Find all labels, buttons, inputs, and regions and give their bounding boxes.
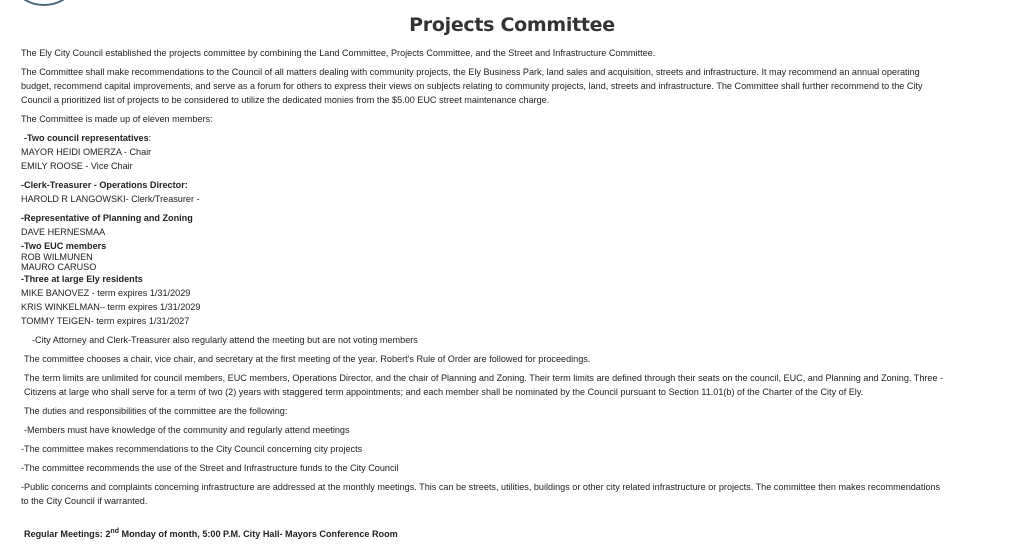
duty-item-4: [21, 480, 1006, 508]
attorney-note: [21, 333, 1006, 347]
membership-intro: [21, 112, 1006, 126]
council-member-2: EMILY ROOSE - Vice Chair: [21, 161, 133, 171]
planning-member-1: DAVE HERNESMAA: [21, 227, 106, 237]
duties-intro: [21, 404, 1006, 418]
intro-paragraph-2-line-2: budget, recommend capital improvements, and serve as a forum for others to express their views on subjects relating to community projects, land, streets and infrastructure. The Committee shall further recommend to the City: [21, 81, 923, 91]
planning-group-label: -Representative of Planning and Zoning: [21, 213, 193, 223]
duty-item-4-line-1: -Public concerns and complaints concerning infrastructure are addressed at the monthly meetings. This can be streets, utilities, buildings or other city related infrastructure or projects. The committee then makes recommendations: [21, 482, 941, 492]
regular-meetings: [24, 529, 398, 539]
council-representatives-group: [21, 131, 1006, 173]
residents-group-label: -Three at large Ely residents: [21, 274, 143, 284]
duty-item-2-text: -The committee makes recommendations to the City Council concerning city projects: [21, 444, 363, 454]
term-limits-note: [21, 371, 1006, 399]
duty-item-3-text: -The committee recommends the use of the Street and Infrastructure funds to the City Council: [21, 463, 399, 473]
council-member-1: MAYOR HEIDI OMERZA - Chair: [21, 147, 152, 157]
euc-members-group: [21, 239, 1006, 272]
duty-item-2: [21, 442, 1006, 456]
term-limits-line-1: The term limits are unlimited for council members, EUC members, Operations Director, and the chair of Planning and Zoning. Their term limits are defined through their seats on the council, EUC, and Planning and Zoning. Three -: [24, 373, 944, 383]
city-logo-partial: [6, 0, 82, 6]
resident-member-3: TOMMY TEIGEN- term expires 1/31/2027: [21, 316, 190, 326]
clerk-treasurer-group: [21, 178, 1006, 206]
meetings-ordinal-suffix: nd: [110, 527, 119, 535]
duty-item-4-line-2: to the City Council if warranted.: [21, 496, 148, 506]
page-title: Projects Committee: [409, 14, 615, 36]
duty-item-1-text: -Members must have knowledge of the community and regularly attend meetings: [24, 425, 350, 435]
euc-member-2: MAURO CARUSO: [21, 261, 97, 272]
council-group-label: -Two council representatives: [24, 133, 149, 143]
meetings-details: Monday of month, 5:00 P.M. City Hall- Mayors Conference Room: [118, 529, 398, 539]
resident-member-1: MIKE BANOVEZ - term expires 1/31/2029: [21, 288, 191, 298]
intro-paragraph-1-text: The Ely City Council established the projects committee by combining the Land Committee, Projects Committee, and the Street and Infrastructure Committee.: [21, 48, 656, 58]
clerk-group-label: -Clerk-Treasurer - Operations Director:: [21, 180, 188, 190]
clerk-member-1: HAROLD R LANGOWSKI- Clerk/Treasurer -: [21, 194, 200, 204]
officers-note-text: The committee chooses a chair, vice chair, and secretary at the first meeting of the year. Robert's Rule of Order are followed for proceedings.: [24, 354, 591, 364]
intro-paragraph-2: [21, 65, 1006, 107]
duty-item-3: [21, 461, 1006, 475]
duties-intro-text: The duties and responsibilities of the committee are the following:: [24, 406, 288, 416]
residents-group: [21, 272, 1006, 328]
euc-group-label: -Two EUC members: [21, 241, 107, 251]
intro-paragraph-2-line-1: The Committee shall make recommendations to the Council of all matters dealing with community projects, the Ely Business Park, land sales and acquisition, streets and infrastructure. It may recommend an annual operating: [21, 67, 920, 77]
council-group-colon: :: [148, 133, 152, 143]
euc-member-1: ROB WILMUNEN: [21, 252, 93, 262]
committee-description: [21, 46, 1006, 513]
officers-note: [21, 352, 1006, 366]
duty-item-1: [21, 423, 1006, 437]
intro-paragraph-1: [21, 46, 1006, 60]
council-group-heading: [21, 131, 1006, 145]
intro-paragraph-2-line-3: Council a prioritized list of projects to be considered to utilize the dedicated monies from the $5.00 EUC street maintenance charge.: [21, 95, 550, 105]
term-limits-line-2: Citizens at large who shall serve for a term of two (2) years with staggered term appointments; and each member shall be nominated by the Council pursuant to Section 11.01(b) of the Charter of the City of Ely.: [24, 387, 864, 397]
membership-intro-text: The Committee is made up of eleven members:: [21, 114, 213, 124]
attorney-note-text: -City Attorney and Clerk-Treasurer also regularly attend the meeting but are not voting members: [32, 335, 418, 345]
planning-zoning-group: [21, 211, 1006, 239]
resident-member-2: KRIS WINKELMAN– term expires 1/31/2029: [21, 302, 201, 312]
meetings-prefix: Regular Meetings: 2: [24, 529, 111, 539]
